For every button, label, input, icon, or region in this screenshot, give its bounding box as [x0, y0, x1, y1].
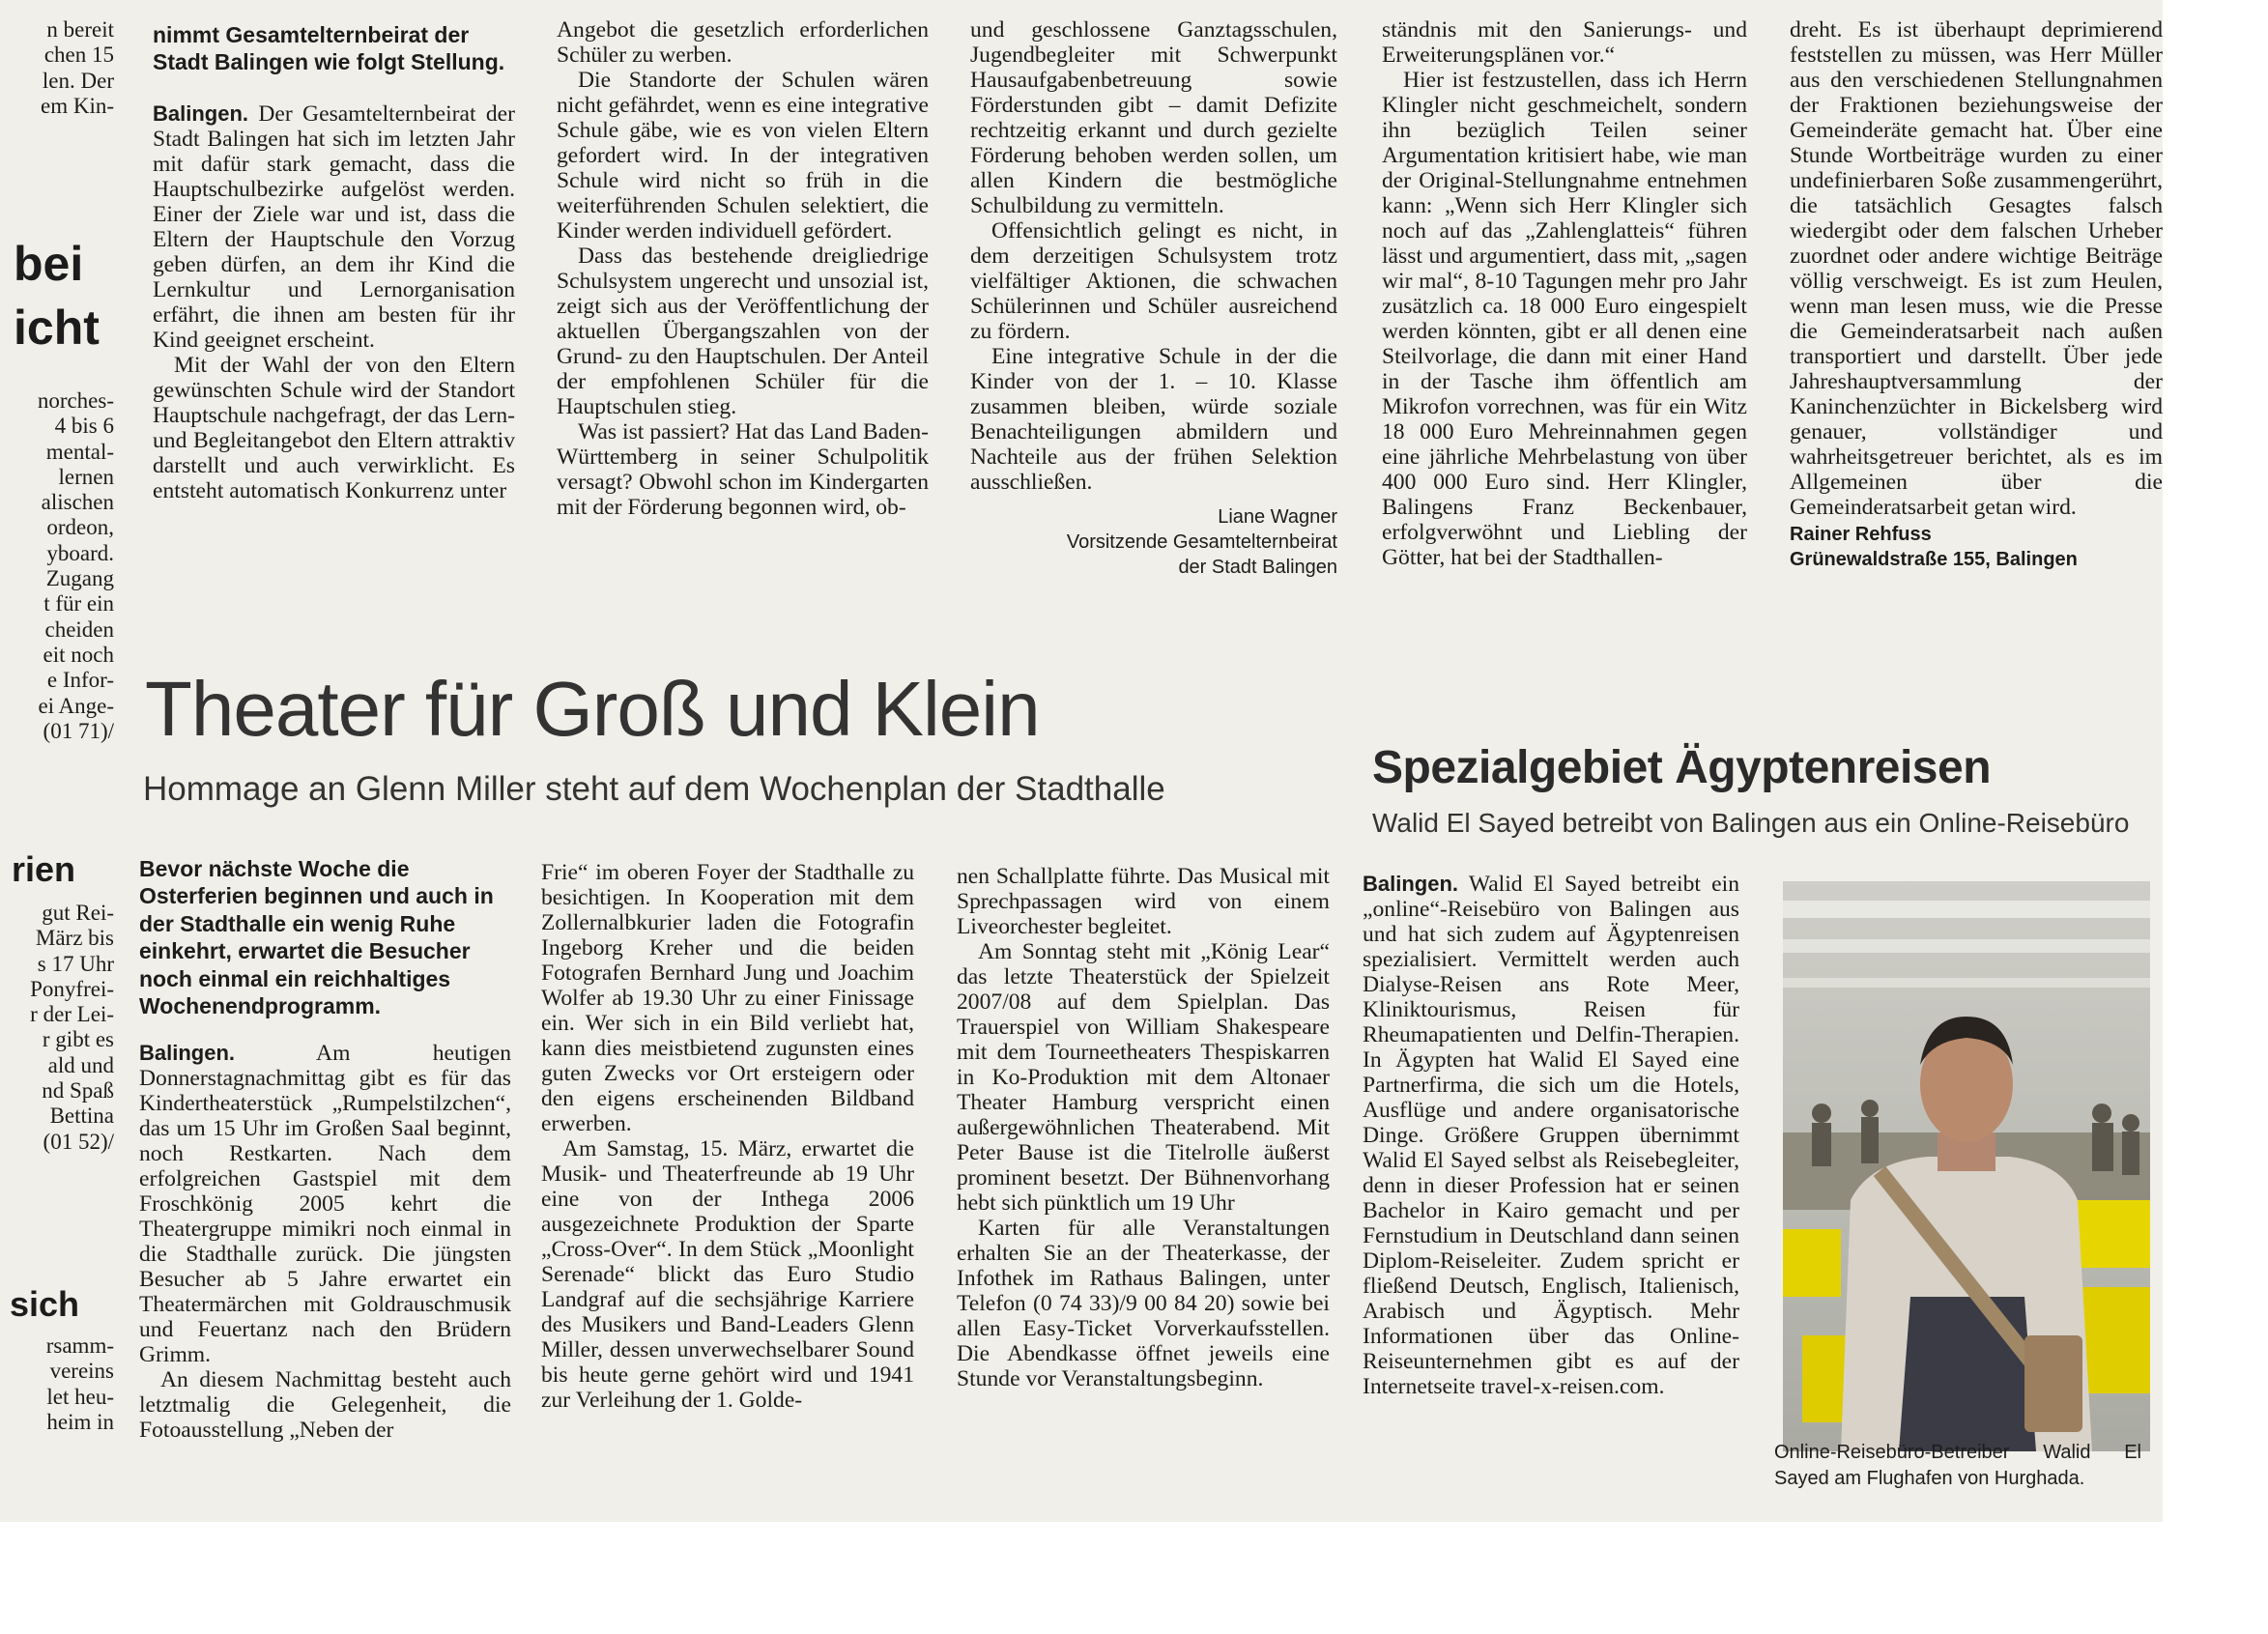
- theater-col-2: [541, 860, 914, 1478]
- fragment-line: r gibt es: [42, 1027, 114, 1052]
- fragment-line: Bettina: [49, 1104, 114, 1129]
- fragment-line: mental-: [45, 439, 114, 464]
- photo-caption: Online-Reisebüro-Betreiber Walid El Sayed am Flughafen von Hurghada.: [1774, 1442, 2141, 1489]
- paragraph: ständnis mit den Sanierungs- und Erweiterungsplänen vor.“: [1382, 17, 1747, 68]
- paragraph: An diesem Nachmittag besteht auch letztmalig die Gelegenheit, die Fotoausstellung „Neben der: [139, 1367, 511, 1444]
- fragment-line: chen 15: [43, 43, 114, 68]
- dateline: Balingen.: [1363, 872, 1459, 896]
- fragment-line: vereins: [49, 1359, 114, 1384]
- paragraph: Offensichtlich gelingt es nicht, in dem derzeitigen Schulsystem trotz vielfältiger Aktionen, die schwachen Schülerinnen und Schüler ausreichend zu fördern.: [970, 218, 1337, 344]
- paragraph: Am Sonntag steht mit „König Lear“ das letzte Theaterstück der Spielzeit 2007/08 auf dem Spielplan. Das Trauerspiel von William Shakespeare mit dem Tourneetheaters Thespiskarren in Ko-Produktion mit dem Altonaer Theater Hamburg verspricht einen außergewöhnlichen Theaterabend. Mit Peter Bause ist die Titelrolle äußerst prominent besetzt. Der Bühnenvorhang hebt sich pünktlich um 19 Uhr: [957, 939, 1330, 1216]
- fragment-line: s 17 Uhr: [37, 951, 114, 976]
- fragment-line: Zugang: [45, 566, 114, 591]
- left-fragment-headline-3: sich: [10, 1284, 80, 1324]
- fragment-line: 4 bis 6: [54, 414, 114, 439]
- signature-role: der Stadt Balingen: [1178, 557, 1337, 578]
- paragraph: Frie“ im oberen Foyer der Stadthalle zu besichtigen. In Kooperation mit dem Zollernalbkurier laden die Fotografin Ingeborg Kreher und die beiden Fotografen Bernhard Jung und Joachim Wolfer ab 19.30 Uhr zu einer Finissage ein. Wer sich in ein Bild verliebt hat, kann dies meistbietend zugunsten eines guten Zwecks vor Ort ersteigern oder den eigens erscheinenden Bildband erwerben.: [541, 860, 914, 1136]
- fragment-line: r der Lei-: [30, 1002, 114, 1027]
- fragment-line: ei Ange-: [38, 693, 114, 718]
- theater-col-1: [139, 855, 511, 1474]
- paragraph: dreht. Es ist überhaupt deprimierend feststellen zu müssen, was Herr Müller aus den verschiedenen Stellungnahmen der Fraktionen beziehungsweise der Gemeinderäte gemacht hat. Über eine Stunde Wortbeiträge wurden zu einer undefinierbaren Soße zusammengerührt, die tatsächlich Gesagtes falsch wiedergibt oder dem falschen Urheber zuordnet oder andere wichtige Beiträge völlig verschweigt. Es ist zum Heulen, wenn man lesen muss, wie die Presse die Gemeinderatsarbeit nach außen transportiert und darstellt. Über jede Jahreshauptversammlung der Kaninchenzüchter in Bickelsberg wird genauer, vollständiger und wahrheitsgetreuer berichtet, als es im Allgemeinen über die Gemeinderatsarbeit getan wird.: [1790, 17, 2163, 520]
- egypt-col-1: [1363, 872, 1739, 1490]
- elternbeirat-col-2: [557, 17, 929, 607]
- left-fragment-mid: [0, 388, 114, 756]
- paragraph: Die Standorte der Schulen wären nicht gefährdet, wenn es eine integrative Schule gäbe, wie es von vielen Eltern gefordert wird. In der integrativen Schule wird nicht so früh in die weiterführenden Schulen selektiert, die Kinder werden individuell gefördert.: [557, 68, 929, 244]
- fragment-line: len. Der: [42, 68, 114, 93]
- fragment-line: Ponyfrei-: [30, 976, 114, 1001]
- left-fragment-lower: [0, 901, 114, 1161]
- fragment-line: gut Rei-: [42, 901, 114, 925]
- fragment-line: ald und: [47, 1052, 114, 1077]
- paragraph: Mit der Wahl der von den Eltern gewünschten Schule wird der Standort Hauptschule nachgefragt, der das Lern- und Begleitangebot den Eltern attraktiv darstellt und auch verwirklicht. Es entsteht automatisch Konkurrenz unter: [153, 352, 515, 503]
- left-fragment-top: [0, 17, 114, 133]
- fragment-line: heim in: [46, 1409, 114, 1434]
- fragment-line: alischen: [41, 490, 114, 515]
- paragraph: nen Schallplatte führte. Das Musical mit Sprechpassagen wird von einem Liveorchester begleitet.: [957, 864, 1330, 939]
- fragment-line: cheiden: [44, 616, 114, 642]
- fragment-line: ordeon,: [46, 515, 114, 540]
- signature-name: Liane Wagner: [1218, 506, 1337, 528]
- fragment-line: norches-: [37, 388, 114, 413]
- theater-subheadline: Hommage an Glenn Miller steht auf dem Wochenplan der Stadthalle: [143, 770, 1165, 808]
- signature-role: Vorsitzende Gesamtelternbeirat: [1066, 531, 1337, 553]
- fragment-headline-line: icht: [14, 301, 100, 355]
- airport-photo: [1783, 881, 2150, 1451]
- left-fragment-headline: [14, 232, 100, 359]
- fragment-line: let heu-: [46, 1384, 114, 1409]
- egypt-headline: Spezialgebiet Ägyptenreisen: [1372, 742, 1992, 793]
- fragment-line: eit noch: [43, 642, 114, 667]
- dateline: Balingen.: [139, 1041, 236, 1066]
- elternbeirat-col-3: [970, 17, 1337, 616]
- left-fragment-headline-2: rien: [12, 849, 76, 889]
- paragraph: Was ist passiert? Hat das Land Baden-Württemberg in seiner Schulpolitik versagt? Obwohl schon im Kindergarten mit der Förderung begonnen wird, ob-: [557, 419, 929, 520]
- left-fragment-bottom: [0, 1333, 114, 1440]
- article-lead: Bevor nächste Woche die Osterferien beginnen und auch in der Stadthalle ein wenig Ruhe einkehrt, erwartet die Besucher noch einmal ein reichhaltiges Wochenendprogramm.: [139, 856, 494, 1019]
- fragment-line: lernen: [58, 464, 114, 489]
- signature-address: Grünewaldstraße 155, Balingen: [1790, 549, 2078, 570]
- paragraph: Karten für alle Veranstaltungen erhalten Sie an der Theaterkasse, der Infothek im Rathaus Balingen, unter Telefon (0 74 33)/9 00 84 20) sowie bei allen Easy-Ticket Vorverkaufsstellen. Die Abendkasse öffnet jeweils eine Stunde vor Veranstaltungsbeginn.: [957, 1216, 1330, 1391]
- fragment-line: nd Spaß: [42, 1078, 114, 1104]
- paragraph: [153, 101, 515, 353]
- paragraph: Hier ist festzustellen, dass ich Herrn Klingler nicht geschmeichelt, sondern ihn bezüglich Teilen seiner Argumentation kritisiert habe, wie man der Original-Stellungnahme entnehmen kann: „Wenn sich Herr Klingler sich noch auf das „Zahlenglatteis“ führen lässt und argumentiert, dass mit, „sagen wir mal“, 8-10 Tagungen mehr pro Jahr zusätzlich ca. 18 000 Euro eingespielt werden könnten, gibt er all denen eine Steilvorlage, die dann mit einer Hand in der Tasche ihm öffentlich am Mikrofon vorrechnen, was für ein Witz 18 000 Euro Mehreinnahmen gegen eine jährliche Mehrbelastung von über 400 000 Euro sind. Herr Klingler, Balingens Franz Beckenbauer, erfolgverwöhnt und Liebling der Götter, hat bei der Stadthallen-: [1382, 68, 1747, 570]
- paragraph: und geschlossene Ganztagsschulen, Jugendbegleiter mit Schwerpunkt Hausaufgabenbetreuung sowie Förderstunden gibt – damit Defizite rechtzeitig erkannt und durch gezielte Förderung behoben werden sollen, um allen Kindern die bestmögliche Schulbildung zu vermitteln.: [970, 17, 1337, 218]
- paragraph: [139, 1041, 511, 1367]
- theater-headline: Theater für Groß und Klein: [145, 666, 1040, 752]
- fragment-line: (01 71)/: [43, 718, 114, 743]
- paragraph-text: Der Gesamtelternbeirat der Stadt Balingen hat sich im letzten Jahr mit dafür stark gemacht, dass die Hauptschulbezirke aufgelöst werden. Einer der Ziele war und ist, dass die Eltern der Hauptschule den Vorzug geben dürfen, an dem ihr Kind die Lernkultur und Lernorganisation erfährt, die ihnen am besten für ihr Kind geeignet erscheint.: [153, 100, 515, 353]
- signature-name: Rainer Rehfuss: [1790, 524, 1932, 545]
- fragment-line: em Kin-: [40, 93, 114, 118]
- letter-col-1: [1382, 17, 1747, 674]
- paragraph: Eine integrative Schule in der die Kinder von der 1. – 10. Klasse zusammen bleiben, würde soziale Benachteiligungen abmildern und Nachteile aus der frühen Selektion ausschließen.: [970, 344, 1337, 495]
- fragment-line: (01 52)/: [43, 1129, 114, 1154]
- fragment-line: rsamm-: [45, 1333, 114, 1358]
- fragment-line: t für ein: [43, 591, 114, 616]
- paragraph-text: Am heutigen Donnerstagnachmittag gibt es für das Kindertheaterstück „Rumpelstilzchen“, das um 15 Uhr im Großen Saal beginnt, noch Restkarten. Nach dem erfolgreichen Gastspiel mit dem Froschkönig 2005 kehrt die Theatergruppe mimikri noch einmal in die Stadthalle zurück. Die jüngsten Besucher ab 5 Jahre erwartet ein Theatermärchen mit Goldrauschmusik und Feuertanz nach den Brüdern Grimm.: [139, 1041, 511, 1368]
- egypt-subheadline: Walid El Sayed betreibt von Balingen aus ein Online-Reisebüro: [1372, 808, 2130, 838]
- theater-col-3: [957, 864, 1330, 1482]
- paragraph: Angebot die gesetzlich erforderlichen Schüler zu werben.: [557, 17, 929, 68]
- fragment-line: März bis: [35, 926, 114, 951]
- dateline: Balingen.: [153, 100, 249, 126]
- elternbeirat-col-1: [153, 21, 515, 601]
- paragraph-text: Walid El Sayed betreibt ein „online“-Reisebüro von Balingen aus und hat sich zudem auf Ägyptenreisen spezialisiert. Vermittelt werden auch Dialyse-Reisen ans Rote Meer, Kliniktourismus, Reisen für Rheumapatienten und Delfin-Therapien. In Ägypten hat Walid El Sayed eine Partnerfirma, die sich um die Hotels, Ausflüge und andere organisatorische Dinge. Größere Gruppen übernimmt Walid El Sayed selbst als Reisebegleiter, denn in dieser Profession hat er seinen Bachelor in Kairo gemacht und per Fernstudium in Deutschland dann seinen Diplom-Reiseleiter. Zudem spricht er fließend Deutsch, Englisch, Italienisch, Arabisch und Ägyptisch. Mehr Informationen über das Online-Reiseunternehmen gibt es auf der Internetseite travel-x-reisen.com.: [1363, 872, 1739, 1399]
- paragraph: Am Samstag, 15. März, erwartet die Musik- und Theaterfreunde ab 19 Uhr eine von der Inthega 2006 ausgezeichnete Produktion der Sparte „Cross-Over“. In dem Stück „Moonlight Serenade“ blickt das Euro Studio Landgraf auf die sechsjährige Karriere des Musikers und Band-Leaders Glenn Miller, dessen unverwechselbarer Sound bis heute gerne gehört wird und 1941 zur Verleihung der 1. Golde-: [541, 1136, 914, 1413]
- article-lead: nimmt Gesamtelternbeirat der Stadt Balingen wie folgt Stellung.: [153, 22, 505, 75]
- fragment-line: n bereit: [46, 17, 114, 42]
- photo-walid-el-sayed: [1783, 881, 2150, 1451]
- fragment-headline-line: bei: [14, 237, 84, 291]
- paragraph: Dass das bestehende dreigliedrige Schulsystem ungerecht und unsozial ist, zeigt sich aus der Veröffentlichung der aktuellen Übergangszahlen von der Grund- zu den Hauptschulen. Der Anteil der empfohlenen Schüler für die Hauptschulen stieg.: [557, 244, 929, 419]
- fragment-line: yboard.: [46, 540, 114, 565]
- fragment-line: e Infor-: [46, 668, 114, 693]
- paragraph: [1363, 872, 1739, 1399]
- letter-col-2: [1790, 17, 2163, 684]
